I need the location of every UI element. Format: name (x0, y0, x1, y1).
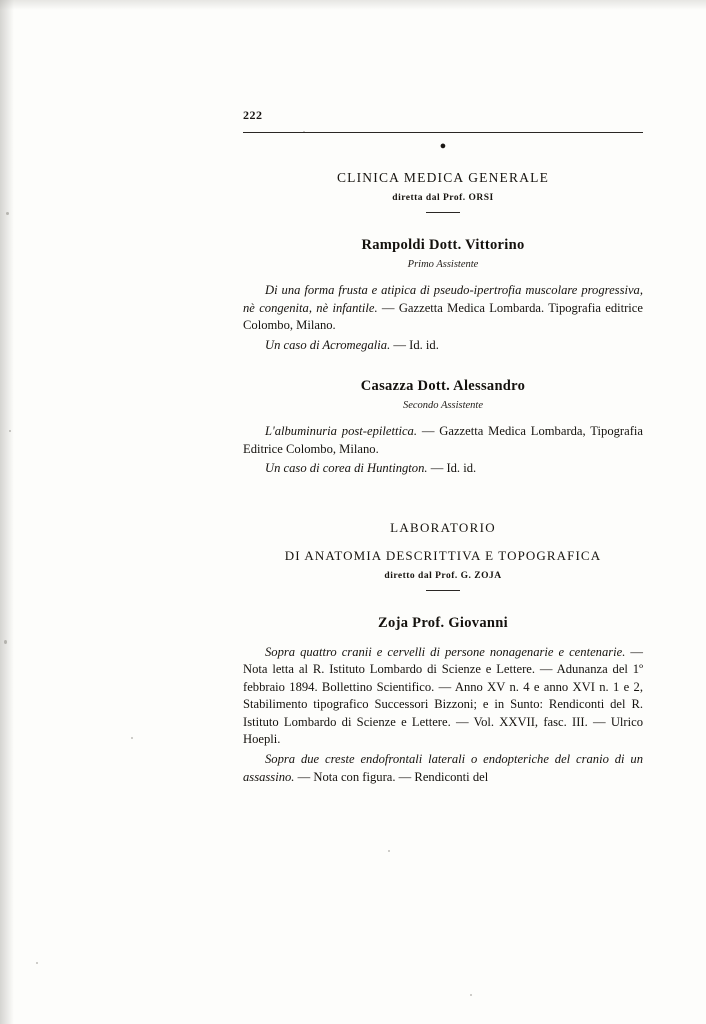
bibliography-entry (243, 751, 643, 786)
entry-title: Un caso di Acromegalia. (265, 337, 391, 352)
divider-rule (426, 212, 460, 213)
entry-source: — Gazzetta Medica Lombarda. Tipografia editrice Colombo, Milano. (243, 300, 643, 332)
entry-source: — Gazzetta Medica Lombarda, Tipografia Editrice Colombo, Milano. (243, 424, 643, 456)
scan-speck (470, 994, 472, 996)
author-name: Casazza Dott. Alessandro (360, 378, 526, 394)
header-rule (243, 132, 643, 133)
bibliography-entry (243, 644, 643, 750)
entry-title: Di una forma frusta e atipica di pseudo-ipertrofia muscolare progressiva, nè congenita, nè infantile. (243, 283, 643, 315)
scan-speck (131, 737, 133, 739)
scan-speck (388, 850, 390, 852)
bibliography-entry (243, 282, 643, 335)
entry-title: Sopra due creste endofrontali laterali o endopteriche del cranio di un assassino. (243, 752, 643, 784)
author-role: Primo Assistente (407, 259, 479, 270)
author-name: Rampoldi Dott. Vittorino (361, 237, 525, 253)
scan-edge-left (0, 0, 14, 1024)
bibliography-entry (243, 460, 643, 478)
section-subtitle-laboratorio: diretto dal Prof. G. ZOJA (384, 570, 502, 581)
entry-source: — Nota letta al R. Istituto Lombardo di Scienze e Lettere. — Adunanza del 1º febbraio 1894. Bollettino Scientifico. — Anno XV n. 4 e anno XVI n. 1 e 2, Stabilimento tipografico Successori Bizzoni; e in Sunto: Rendiconti del R. Istituto Lombardo di Scienze e Lettere. — Vol. XXVII, fasc. III. — Ulrico Hoepli. (243, 644, 643, 747)
entry-title: L'albuminuria post-epilettica. (265, 424, 418, 438)
bibliography-entry (243, 423, 643, 458)
section-title-anatomia: DI ANATOMIA DESCRITTIVA E TOPOGRAFICA (284, 547, 602, 563)
page-number: 222 (243, 108, 263, 122)
entry-source: — Id. id. (390, 337, 439, 352)
scan-speck (36, 962, 38, 964)
entry-source: — Nota con figura. — Rendiconti del (294, 769, 489, 784)
entry-source: — Id. id. (427, 461, 477, 475)
scan-edge-top (0, 0, 706, 10)
scan-speck (6, 212, 9, 215)
page-content (243, 108, 643, 786)
divider-rule (426, 590, 460, 591)
entry-title: Sopra quattro cranii e cervelli di persone nonagenarie e centenarie. (265, 644, 626, 659)
entry-title: Un caso di corea di Huntington. (265, 461, 428, 475)
author-name: Zoja Prof. Giovanni (378, 614, 508, 631)
author-role: Secondo Assistente (402, 400, 483, 411)
dot-ornament: ● (439, 140, 447, 152)
bibliography-entry (243, 337, 643, 355)
section-subtitle-clinica: diretta dal Prof. ORSI (392, 193, 494, 203)
section-title-laboratorio: LABORATORIO (390, 519, 496, 535)
section-title-clinica: CLINICA MEDICA GENERALE (336, 170, 550, 185)
scan-speck (9, 430, 11, 432)
scan-speck (4, 640, 7, 644)
